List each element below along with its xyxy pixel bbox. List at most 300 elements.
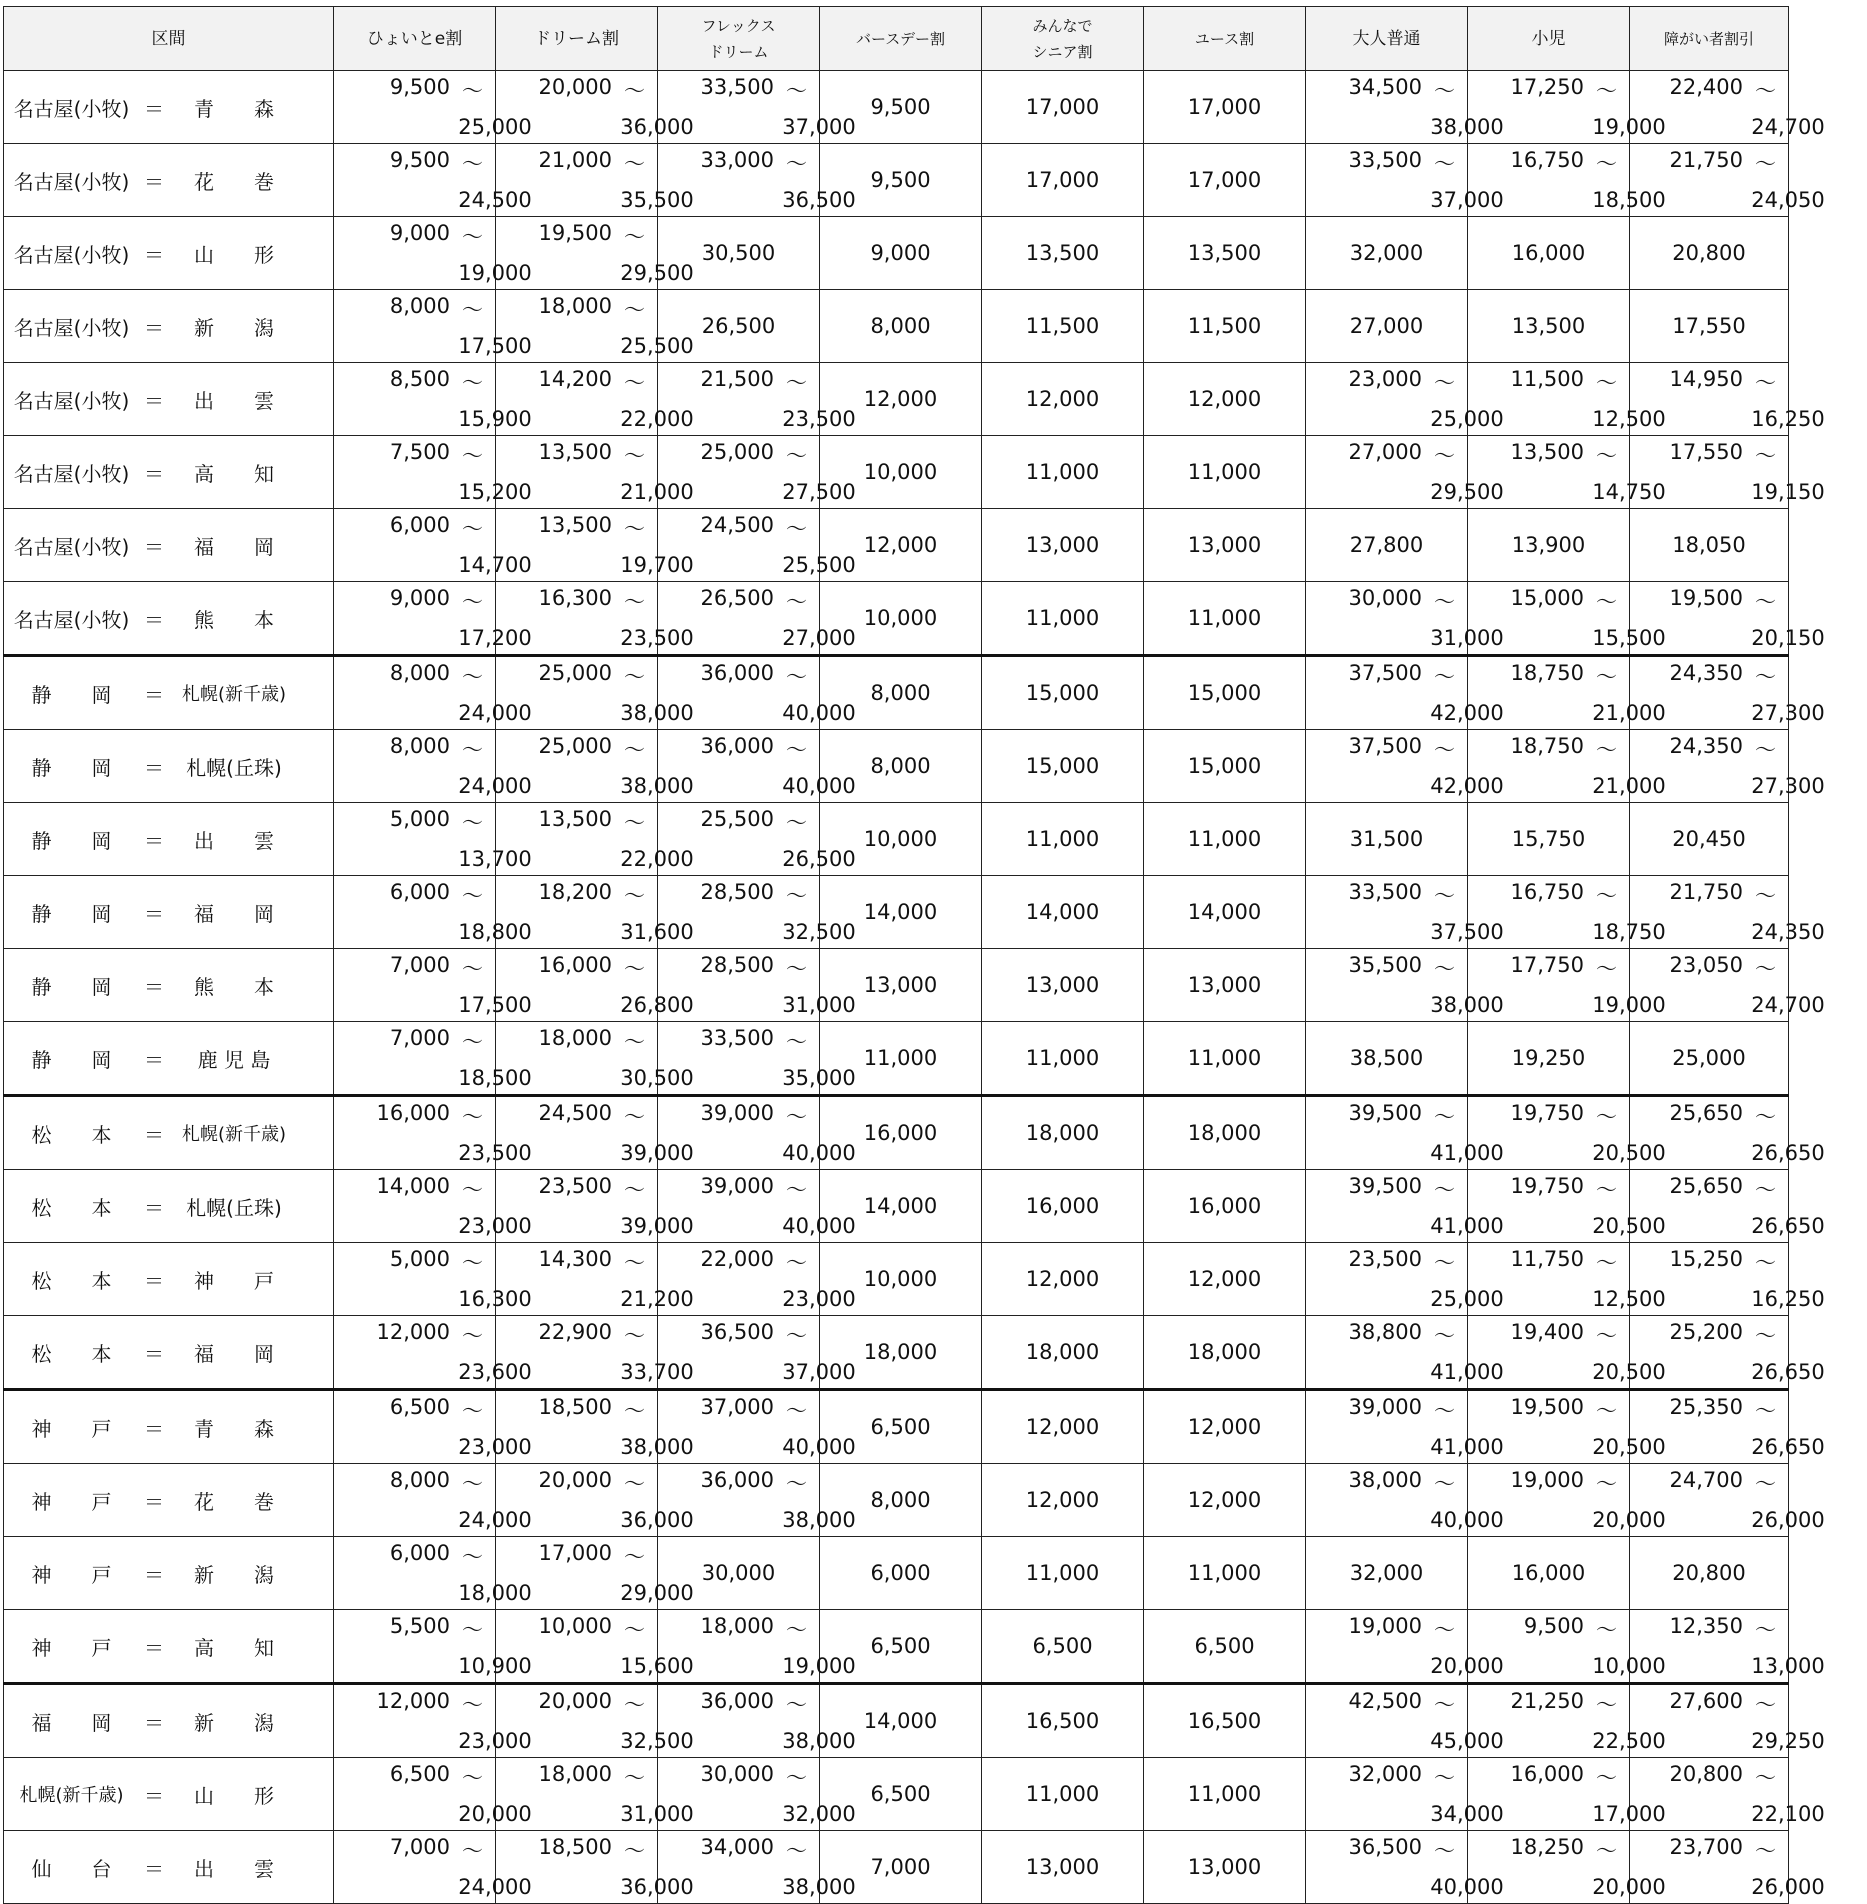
range-tilde: ～ <box>1596 1618 1617 1642</box>
route-separator: ＝ <box>144 388 164 413</box>
fare-value: 27,000 <box>1349 314 1424 338</box>
range-tilde: ～ <box>1755 590 1776 614</box>
fare-max: 19,700 <box>620 553 694 577</box>
range-tilde: ～ <box>624 517 645 541</box>
fare-max: 22,500 <box>1592 1729 1666 1753</box>
fare-cell <box>496 1537 694 1610</box>
range-tilde: ～ <box>1755 1693 1776 1717</box>
range-tilde: ～ <box>1434 1105 1455 1129</box>
route-cell <box>4 144 334 217</box>
route-origin: 名古屋(小牧) <box>13 534 130 559</box>
header-senior <box>982 7 1144 71</box>
fare-min: 16,000 <box>538 953 612 977</box>
fare-max: 34,000 <box>1430 1802 1504 1826</box>
fare-min: 34,000 <box>700 1835 774 1859</box>
fare-value: 13,000 <box>863 973 938 997</box>
fare-cell <box>1468 71 1666 144</box>
fare-max: 37,000 <box>1430 188 1504 212</box>
fare-min: 20,000 <box>538 1689 612 1713</box>
route-cell <box>4 582 334 656</box>
route-destination: 札幌(新千歳) <box>181 1124 287 1145</box>
fare-cell <box>334 144 532 217</box>
range-tilde: ～ <box>624 1030 645 1054</box>
fare-max: 24,500 <box>458 188 532 212</box>
fare-min: 13,500 <box>538 807 612 831</box>
route-origin: 静 岡 <box>31 755 112 780</box>
fare-min: 24,350 <box>1669 734 1743 758</box>
fare-min: 33,000 <box>700 148 774 172</box>
route-origin: 名古屋(小牧) <box>13 607 130 632</box>
fare-cell <box>1144 1610 1306 1684</box>
range-tilde: ～ <box>1596 152 1617 176</box>
fare-cell <box>1630 363 1825 436</box>
fare-max: 19,000 <box>458 261 532 285</box>
range-tilde: ～ <box>1596 371 1617 395</box>
range-tilde: ～ <box>462 79 483 103</box>
fare-cell <box>1144 1464 1306 1537</box>
fare-max: 17,200 <box>458 626 532 650</box>
fare-cell <box>1468 1537 1630 1610</box>
fare-max: 37,000 <box>782 1360 856 1384</box>
fare-min: 36,000 <box>700 1689 774 1713</box>
header-label: ドリーム割 <box>534 28 619 49</box>
fare-value: 12,000 <box>1025 1415 1100 1439</box>
fare-value: 17,000 <box>1025 95 1100 119</box>
route-separator: ＝ <box>144 682 164 707</box>
fare-max: 38,000 <box>1430 115 1504 139</box>
fare-cell <box>1144 1684 1306 1758</box>
range-tilde: ～ <box>1434 1324 1455 1348</box>
fare-cell <box>496 144 694 217</box>
fare-max: 10,000 <box>1592 1654 1666 1678</box>
fare-cell <box>1306 1610 1504 1684</box>
range-tilde: ～ <box>1755 1839 1776 1863</box>
fare-min: 18,000 <box>700 1614 774 1638</box>
fare-max: 17,000 <box>1592 1802 1666 1826</box>
header-label: 大人普通 <box>1352 28 1421 49</box>
route-cell <box>4 436 334 509</box>
fare-value: 18,050 <box>1672 533 1746 557</box>
fare-cell <box>496 1243 694 1316</box>
header-dream <box>496 7 658 71</box>
fare-cell <box>334 1390 532 1464</box>
fare-value: 16,000 <box>1025 1194 1100 1218</box>
fare-cell <box>982 144 1144 217</box>
fare-min: 24,350 <box>1669 661 1743 685</box>
fare-cell <box>1306 71 1504 144</box>
fare-max: 39,000 <box>620 1141 694 1165</box>
fare-max: 23,500 <box>782 407 856 431</box>
fare-max: 41,000 <box>1430 1435 1504 1459</box>
header-label: ユース割 <box>1194 29 1255 48</box>
range-tilde: ～ <box>1755 957 1776 981</box>
fare-min: 20,000 <box>538 1468 612 1492</box>
fare-cell <box>658 509 856 582</box>
fare-min: 18,000 <box>538 1026 612 1050</box>
fare-max: 40,000 <box>782 774 856 798</box>
route-cell <box>4 1464 334 1537</box>
fare-max: 23,500 <box>458 1141 532 1165</box>
fare-value: 17,550 <box>1672 314 1746 338</box>
range-tilde: ～ <box>786 665 807 689</box>
range-tilde: ～ <box>1755 444 1776 468</box>
fare-cell <box>1630 1684 1825 1758</box>
fare-cell <box>1306 582 1504 656</box>
fare-value: 25,000 <box>1672 1046 1746 1070</box>
fare-min: 32,000 <box>1348 1762 1422 1786</box>
fare-cell <box>334 582 532 656</box>
fare-value: 14,000 <box>863 900 938 924</box>
fare-max: 17,500 <box>458 334 532 358</box>
fare-min: 15,250 <box>1669 1247 1743 1271</box>
route-cell <box>4 1758 334 1831</box>
fare-min: 6,000 <box>389 880 450 904</box>
fare-min: 21,750 <box>1669 880 1743 904</box>
fare-value: 14,000 <box>1187 900 1262 924</box>
range-tilde: ～ <box>786 1030 807 1054</box>
fare-cell <box>820 290 982 363</box>
fare-min: 36,500 <box>1348 1835 1422 1859</box>
fare-cell <box>1306 803 1468 876</box>
route-destination: 高 知 <box>194 461 274 486</box>
route-separator: ＝ <box>144 461 164 486</box>
range-tilde: ～ <box>624 1399 645 1423</box>
range-tilde: ～ <box>1434 1472 1455 1496</box>
range-tilde: ～ <box>624 1766 645 1790</box>
range-tilde: ～ <box>1755 1472 1776 1496</box>
fare-max: 18,750 <box>1592 920 1666 944</box>
fare-cell <box>1468 656 1666 730</box>
fare-cell <box>1306 1684 1504 1758</box>
fare-value: 17,000 <box>1025 168 1100 192</box>
fare-max: 38,000 <box>782 1875 856 1899</box>
table-row <box>4 949 1789 1022</box>
fare-max: 25,000 <box>458 115 532 139</box>
fare-value: 9,500 <box>870 168 931 192</box>
fare-cell <box>1306 1390 1504 1464</box>
fare-min: 11,750 <box>1510 1247 1584 1271</box>
range-tilde: ～ <box>786 1251 807 1275</box>
range-tilde: ～ <box>1434 957 1455 981</box>
range-tilde: ～ <box>1755 738 1776 762</box>
fare-max: 25,000 <box>1430 1287 1504 1311</box>
fare-min: 33,500 <box>700 1026 774 1050</box>
route-destination: 福 岡 <box>194 1341 274 1366</box>
fare-cell <box>496 582 694 656</box>
fare-max: 23,600 <box>458 1360 532 1384</box>
fare-max: 45,000 <box>1430 1729 1504 1753</box>
route-destination: 札幌(丘珠) <box>186 1195 282 1220</box>
route-cell <box>4 71 334 144</box>
range-tilde: ～ <box>462 1766 483 1790</box>
fare-min: 36,000 <box>700 1468 774 1492</box>
fare-cell <box>334 363 532 436</box>
range-tilde: ～ <box>1596 1766 1617 1790</box>
table-row <box>4 1831 1789 1904</box>
fare-cell <box>1630 1390 1825 1464</box>
fare-min: 25,650 <box>1669 1101 1743 1125</box>
fare-value: 8,000 <box>870 314 931 338</box>
fare-max: 32,000 <box>782 1802 856 1826</box>
header-label: 区間 <box>151 28 186 49</box>
range-tilde: ～ <box>462 298 483 322</box>
route-destination: 鹿 児 島 <box>197 1047 271 1072</box>
fare-max: 24,000 <box>458 1508 532 1532</box>
fare-max: 42,000 <box>1430 701 1504 725</box>
range-tilde: ～ <box>1596 1178 1617 1202</box>
fare-value: 15,000 <box>1025 754 1100 778</box>
fare-value: 16,000 <box>863 1121 938 1145</box>
range-tilde: ～ <box>624 1178 645 1202</box>
fare-cell <box>496 1170 694 1243</box>
fare-min: 36,500 <box>700 1320 774 1344</box>
fare-min: 27,000 <box>1348 440 1422 464</box>
fare-min: 5,500 <box>389 1614 450 1638</box>
fare-cell <box>496 1464 694 1537</box>
fare-cell <box>334 1316 532 1390</box>
fare-min: 38,000 <box>1348 1468 1422 1492</box>
fare-min: 6,000 <box>389 1541 450 1565</box>
fare-min: 37,500 <box>1348 734 1422 758</box>
fare-cell <box>1468 1464 1666 1537</box>
range-tilde: ～ <box>786 371 807 395</box>
fare-cell <box>1468 1684 1666 1758</box>
fare-value: 16,500 <box>1187 1709 1262 1733</box>
range-tilde: ～ <box>1755 371 1776 395</box>
table-row <box>4 1464 1789 1537</box>
fare-cell <box>1144 1758 1306 1831</box>
fare-max: 12,500 <box>1592 1287 1666 1311</box>
fare-value: 20,800 <box>1672 241 1746 265</box>
fare-min: 17,550 <box>1669 440 1743 464</box>
fare-min: 16,000 <box>376 1101 450 1125</box>
fare-min: 24,500 <box>700 513 774 537</box>
route-cell <box>4 1316 334 1390</box>
header-flex-dream <box>658 7 820 71</box>
fare-cell <box>1306 1022 1468 1096</box>
fare-min: 25,350 <box>1669 1395 1743 1419</box>
range-tilde: ～ <box>1596 1324 1617 1348</box>
fare-cell <box>334 1758 532 1831</box>
fare-cell <box>334 876 532 949</box>
fare-value: 13,000 <box>1187 1855 1262 1879</box>
table-row <box>4 1610 1789 1684</box>
route-destination: 新 潟 <box>194 1710 274 1735</box>
range-tilde: ～ <box>462 590 483 614</box>
fare-max: 18,500 <box>1592 188 1666 212</box>
fare-cell <box>496 1610 694 1684</box>
route-separator: ＝ <box>144 169 164 194</box>
route-cell <box>4 1610 334 1684</box>
route-separator: ＝ <box>144 1710 164 1735</box>
range-tilde: ～ <box>1596 665 1617 689</box>
fare-min: 5,000 <box>389 1247 450 1271</box>
fare-cell <box>1306 949 1504 1022</box>
route-cell <box>4 1537 334 1610</box>
fare-cell <box>1306 1758 1504 1831</box>
fare-cell <box>658 1243 856 1316</box>
fare-max: 16,250 <box>1751 1287 1825 1311</box>
range-tilde: ～ <box>1434 152 1455 176</box>
route-destination: 花 巻 <box>194 1489 274 1514</box>
range-tilde: ～ <box>786 1324 807 1348</box>
route-origin: 名古屋(小牧) <box>13 169 130 194</box>
range-tilde: ～ <box>1755 1251 1776 1275</box>
fare-table <box>3 6 1825 1904</box>
fare-max: 21,000 <box>1592 701 1666 725</box>
route-origin: 福 岡 <box>31 1710 112 1735</box>
fare-cell <box>1468 730 1666 803</box>
fare-cell <box>1144 730 1306 803</box>
table-row <box>4 876 1789 949</box>
route-origin: 神 戸 <box>31 1416 112 1441</box>
fare-min: 17,250 <box>1510 75 1584 99</box>
range-tilde: ～ <box>1596 1693 1617 1717</box>
fare-min: 18,200 <box>538 880 612 904</box>
fare-cell <box>334 1610 532 1684</box>
fare-max: 24,000 <box>458 1875 532 1899</box>
fare-cell <box>1630 656 1825 730</box>
route-cell <box>4 876 334 949</box>
fare-value: 11,000 <box>1187 460 1262 484</box>
fare-value: 19,250 <box>1511 1046 1586 1070</box>
fare-cell <box>496 1096 694 1170</box>
fare-cell <box>1468 436 1666 509</box>
fare-value: 6,500 <box>870 1782 931 1806</box>
route-origin: 名古屋(小牧) <box>13 461 130 486</box>
fare-value: 13,000 <box>1025 1855 1100 1879</box>
fare-max: 24,050 <box>1751 188 1825 212</box>
range-tilde: ～ <box>1755 1105 1776 1129</box>
fare-cell <box>1306 1537 1468 1610</box>
fare-cell <box>1144 1831 1306 1904</box>
fare-cell <box>1306 1096 1504 1170</box>
fare-cell <box>1468 1243 1666 1316</box>
range-tilde: ～ <box>786 590 807 614</box>
header-section <box>4 7 334 71</box>
route-cell <box>4 803 334 876</box>
fare-min: 19,750 <box>1510 1101 1584 1125</box>
fare-cell <box>1306 436 1504 509</box>
range-tilde: ～ <box>462 1545 483 1569</box>
range-tilde: ～ <box>786 79 807 103</box>
range-tilde: ～ <box>462 152 483 176</box>
fare-min: 33,500 <box>1348 880 1422 904</box>
fare-cell <box>1306 1243 1504 1316</box>
fare-cell <box>334 436 532 509</box>
fare-value: 10,000 <box>863 606 938 630</box>
fare-value: 10,000 <box>863 460 938 484</box>
fare-max: 19,000 <box>1592 993 1666 1017</box>
route-origin: 松 本 <box>31 1122 112 1147</box>
route-cell <box>4 1390 334 1464</box>
header-label: ひょいとe割 <box>366 28 463 49</box>
fare-max: 40,000 <box>782 701 856 725</box>
route-separator: ＝ <box>144 1047 164 1072</box>
fare-cell <box>658 1390 856 1464</box>
fare-min: 20,800 <box>1669 1762 1743 1786</box>
fare-value: 16,000 <box>1187 1194 1262 1218</box>
route-cell <box>4 949 334 1022</box>
range-tilde: ～ <box>624 1472 645 1496</box>
range-tilde: ～ <box>624 1618 645 1642</box>
fare-value: 30,500 <box>701 241 776 265</box>
range-tilde: ～ <box>1596 1472 1617 1496</box>
fare-min: 25,650 <box>1669 1174 1743 1198</box>
range-tilde: ～ <box>786 1839 807 1863</box>
fare-cell <box>496 509 694 582</box>
fare-value: 10,000 <box>863 1267 938 1291</box>
fare-cell <box>1630 217 1789 290</box>
range-tilde: ～ <box>462 517 483 541</box>
fare-min: 18,500 <box>538 1835 612 1859</box>
range-tilde: ～ <box>786 1472 807 1496</box>
fare-cell <box>982 1758 1144 1831</box>
fare-min: 23,500 <box>538 1174 612 1198</box>
range-tilde: ～ <box>624 444 645 468</box>
range-tilde: ～ <box>786 1693 807 1717</box>
fare-max: 31,000 <box>1430 626 1504 650</box>
range-tilde: ～ <box>786 517 807 541</box>
range-tilde: ～ <box>462 1030 483 1054</box>
fare-max: 38,000 <box>782 1508 856 1532</box>
range-tilde: ～ <box>1434 590 1455 614</box>
fare-min: 9,500 <box>389 148 450 172</box>
fare-max: 29,000 <box>620 1581 694 1605</box>
range-tilde: ～ <box>1596 1839 1617 1863</box>
fare-min: 18,250 <box>1510 1835 1584 1859</box>
fare-max: 26,650 <box>1751 1435 1825 1459</box>
fare-max: 19,150 <box>1751 480 1825 504</box>
route-separator: ＝ <box>144 607 164 632</box>
fare-value: 11,000 <box>1187 827 1262 851</box>
fare-value: 12,000 <box>1025 387 1100 411</box>
fare-value: 14,000 <box>1025 900 1100 924</box>
fare-max: 42,000 <box>1430 774 1504 798</box>
route-separator: ＝ <box>144 1195 164 1220</box>
fare-value: 18,000 <box>1025 1340 1100 1364</box>
fare-min: 21,000 <box>538 148 612 172</box>
fare-cell <box>334 730 532 803</box>
fare-cell <box>1630 730 1825 803</box>
table-row <box>4 1758 1789 1831</box>
fare-cell <box>496 1022 694 1096</box>
fare-cell <box>658 803 856 876</box>
header-adult <box>1306 7 1468 71</box>
range-tilde: ～ <box>1434 1693 1455 1717</box>
fare-cell <box>1468 290 1630 363</box>
fare-value: 31,500 <box>1349 827 1424 851</box>
fare-cell <box>1306 730 1504 803</box>
fare-min: 7,000 <box>389 1026 450 1050</box>
fare-cell <box>658 1170 856 1243</box>
fare-cell <box>1306 1464 1504 1537</box>
fare-cell <box>1630 1758 1825 1831</box>
fare-max: 22,000 <box>620 847 694 871</box>
range-tilde: ～ <box>1755 152 1776 176</box>
fare-min: 37,500 <box>1348 661 1422 685</box>
fare-max: 39,000 <box>620 1214 694 1238</box>
route-origin: 松 本 <box>31 1268 112 1293</box>
fare-max: 35,000 <box>782 1066 856 1090</box>
range-tilde: ～ <box>462 811 483 835</box>
fare-value: 7,000 <box>870 1855 931 1879</box>
range-tilde: ～ <box>1434 1839 1455 1863</box>
fare-cell <box>658 949 856 1022</box>
fare-cell <box>658 436 856 509</box>
fare-value: 11,500 <box>1187 314 1262 338</box>
range-tilde: ～ <box>624 225 645 249</box>
